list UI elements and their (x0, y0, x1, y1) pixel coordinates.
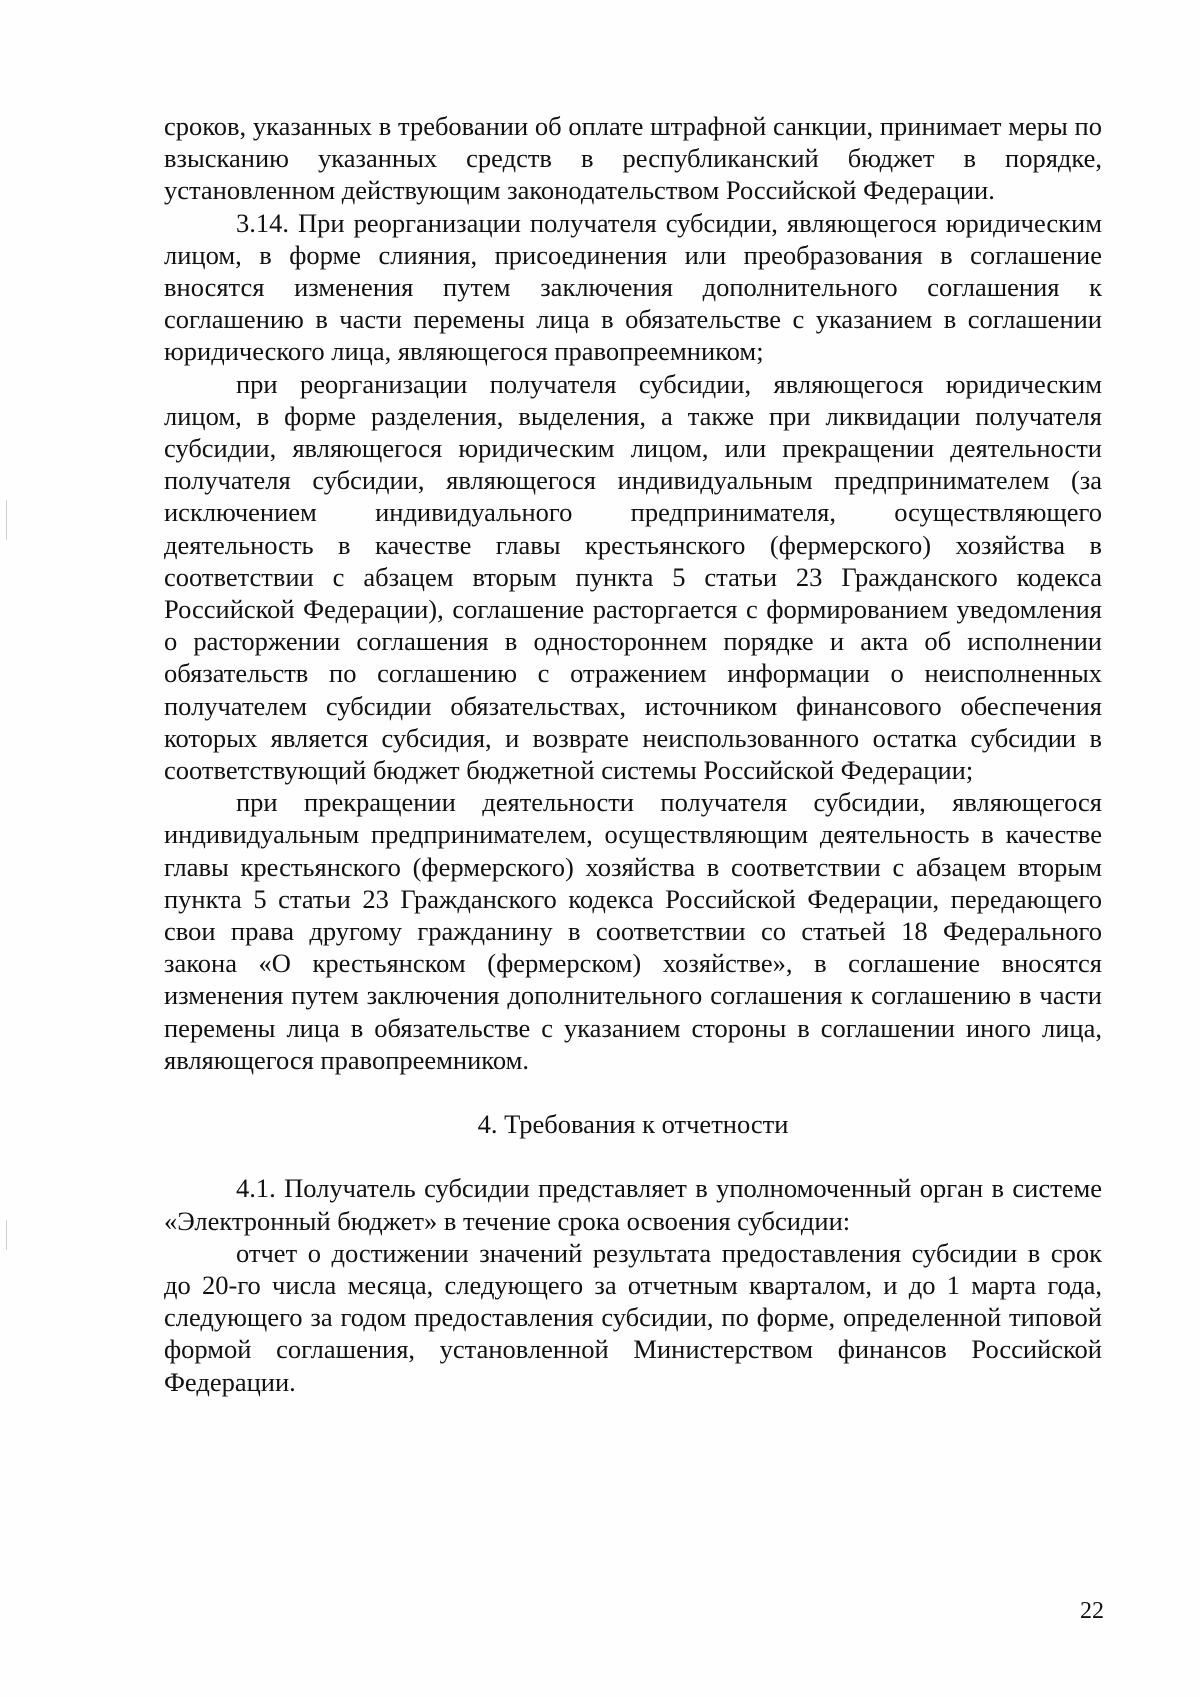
paragraph-report: отчет о достижении значений результата предоставления субсидии в срок до 20-го числа месяца, следующего за отчетным кварталом, и до 1 марта года, следующего за годом предоставления субсидии, по форме, определенной типовой формой соглашения, установленной Министерством финансов Российской Федерации. (164, 1237, 1102, 1397)
paragraph-4-1: 4.1. Получатель субсидии представляет в уполномоченный орган в системе «Электронный бюджет» в течение срока освоения субсидии: (164, 1173, 1102, 1236)
paragraph-termination: при прекращении деятельности получателя субсидии, являющегося индивидуальным предпринимателем, осуществляющим деятельность в качестве главы крестьянского (фермерского) хозяйства в соответствии с абзацем вторым пункта 5 статьи 23 Гражданского кодекса Российской Федерации, передающего свои права другому гражданину в соответствии со статьей 18 Федерального закона «О крестьянском (фермерском) хозяйстве», в соглашение вносятся изменения путем заключения дополнительного соглашения к соглашению в части перемены лица в обязательстве с указанием стороны в соглашении иного лица, являющегося правопреемником. (164, 787, 1102, 1075)
scan-artifact (6, 500, 7, 540)
scan-artifact (6, 1220, 7, 1250)
paragraph-3-14: 3.14. При реорганизации получателя субсидии, являющегося юридическим лицом, в форме слияния, присоединения или преобразования в соглашение вносятся изменения путем заключения дополнительного соглашения к соглашению в части перемены лица в обязательстве с указанием в соглашении юридического лица, являющегося правопреемником; (164, 207, 1102, 367)
paragraph-continuation: сроков, указанных в требовании об оплате штрафной санкции, принимает меры по взысканию указанных средств в республиканский бюджет в порядке, установленном действующим законодательством Российской Федерации. (164, 111, 1102, 206)
document-body (164, 110, 1102, 1398)
section-heading: 4. Требования к отчетности (477, 1109, 789, 1140)
paragraph-reorganization: при реорганизации получателя субсидии, являющегося юридическим лицом, в форме разделения, выделения, а также при ликвидации получателя субсидии, являющегося юридическим лицом, или прекращении деятельности получателя субсидии, являющегося индивидуальным предпринимателем (за исключением индивидуального предпринимателя, осуществляющего деятельность в качестве главы крестьянского (фермерского) хозяйства в соответствии с абзацем вторым пункта 5 статьи 23 Гражданского кодекса Российской Федерации), соглашение расторгается с формированием уведомления о расторжении соглашения в одностороннем порядке и акта об исполнении обязательств по соглашению с отражением информации о неисполненных получателем субсидии обязательствах, источником финансового обеспечения которых является субсидия, и возврате неиспользованного остатка субсидии в соответствующий бюджет бюджетной системы Российской Федерации; (164, 368, 1102, 786)
page-number: 22 (1080, 1598, 1104, 1624)
